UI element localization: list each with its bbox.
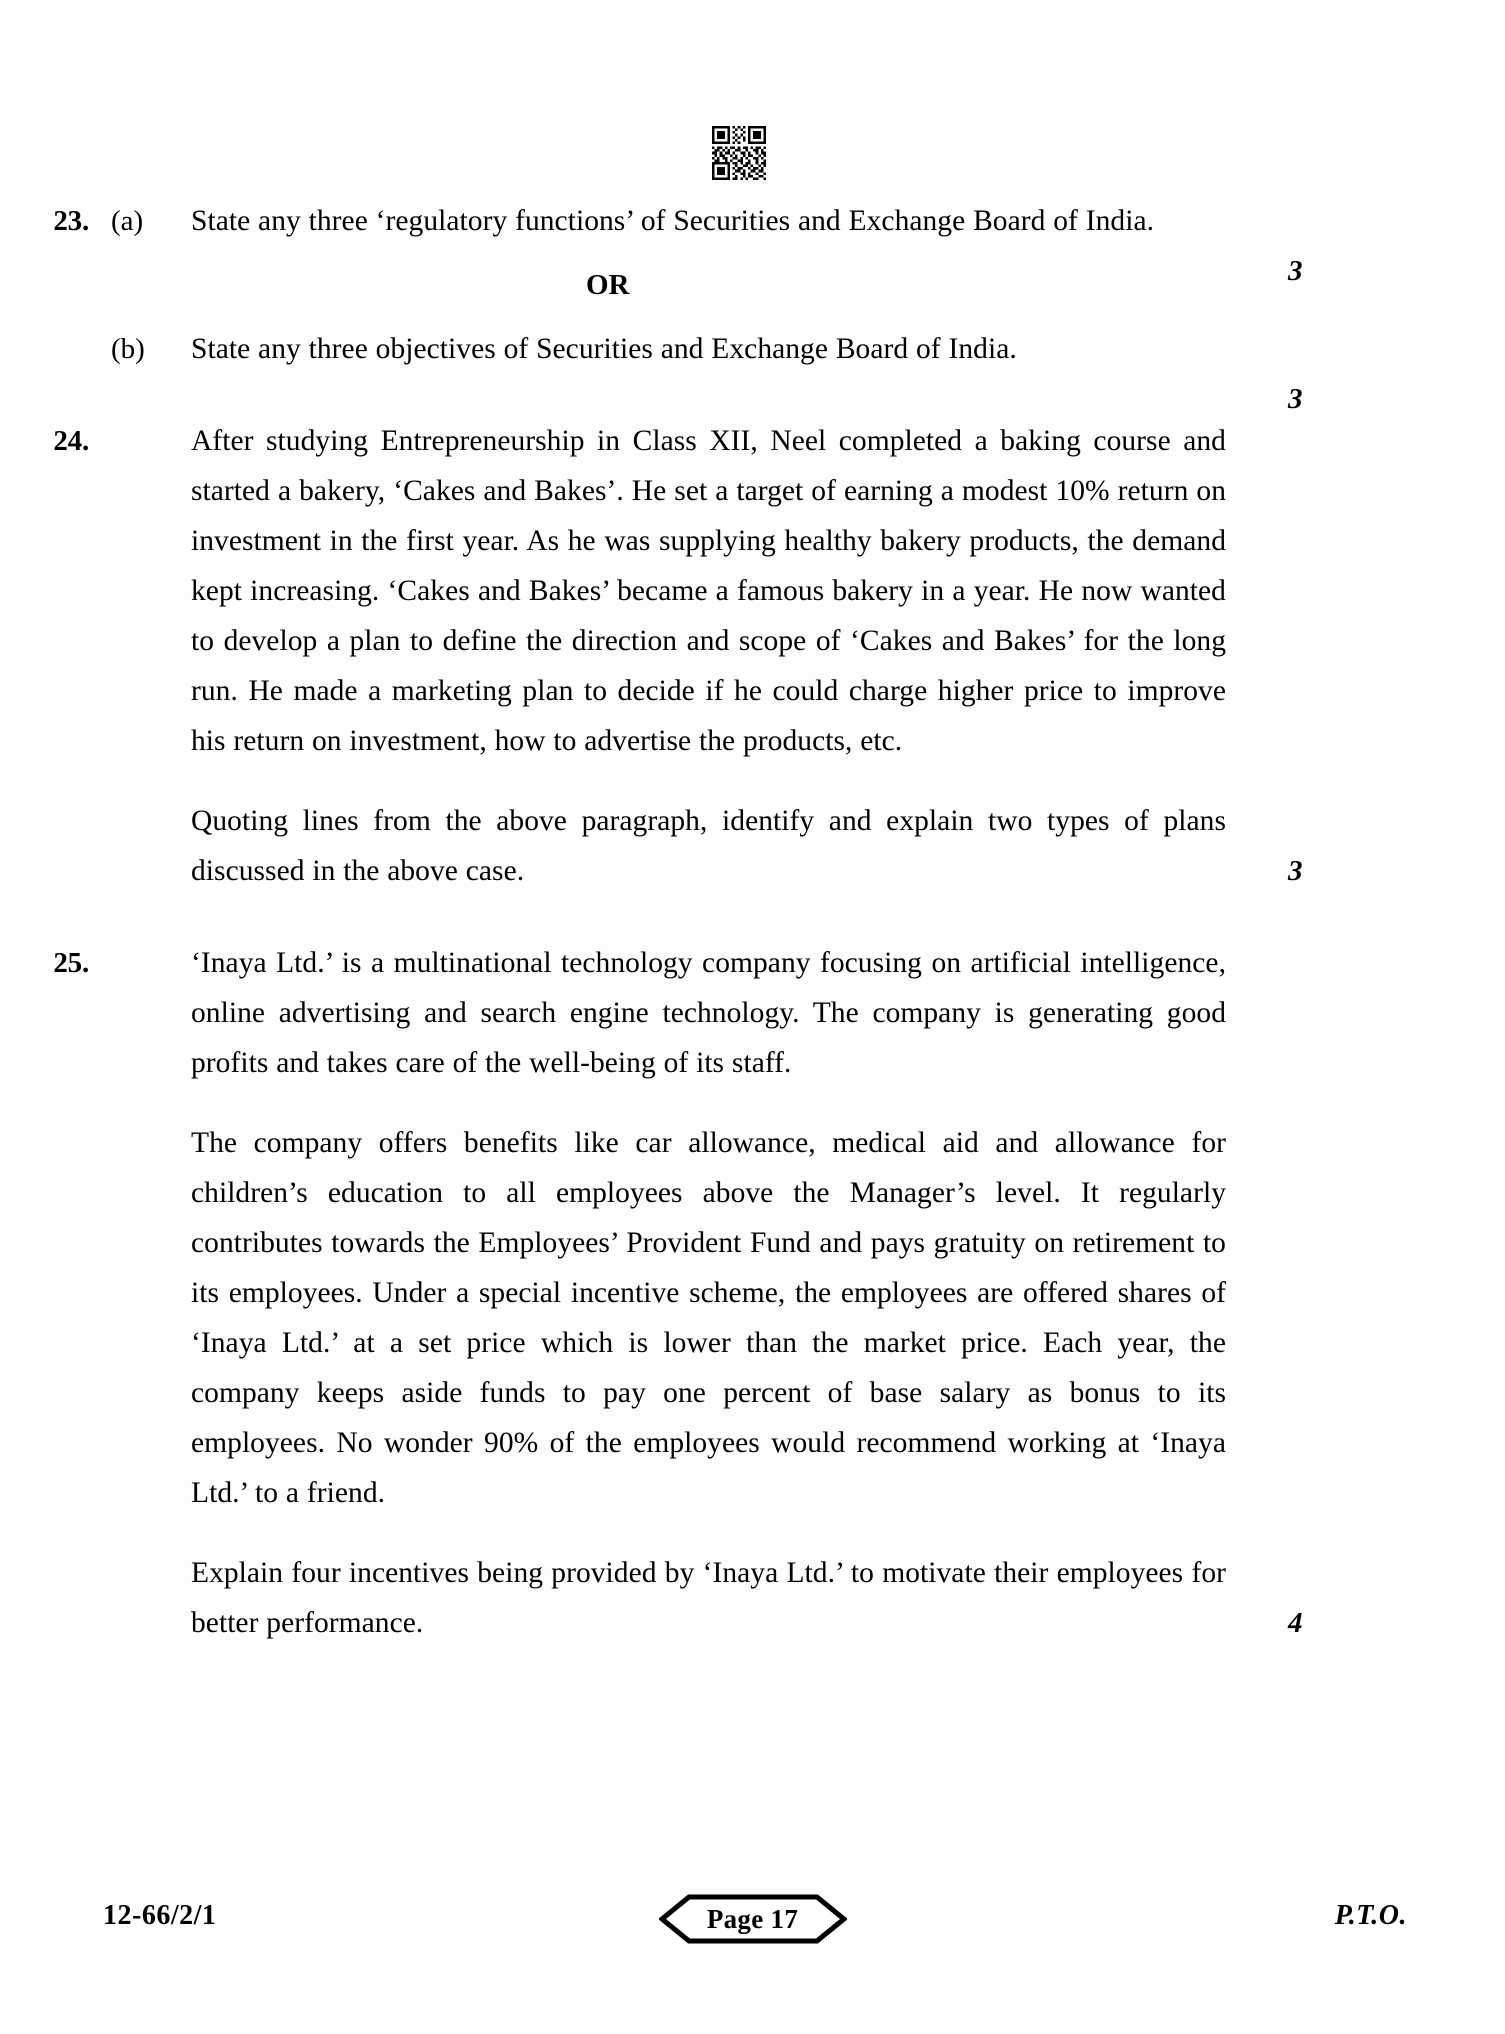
question-24-paragraph-1: After studying Entrepreneurship in Class XII, Neel completed a baking course and started a bakery, ‘Cakes and Bakes’. He set a target of earning a modest 10% return on investment in the first year. As he was supplying healthy bakery products, the demand kept increasing. ‘Cakes and Bakes’ became a famous bakery in a year. He now wanted to develop a plan to define the direction and scope of ‘Cakes and Bakes’ for the long run. He made a marketing plan to decide if he could charge higher price to improve his return on investment, how to advertise the products, etc. bbox=[191, 425, 1226, 757]
question-25-paragraph-1: ‘Inaya Ltd.’ is a multinational technology company focusing on artificial intelligence, online advertising and search engine technology. The company is generating good profits and takes care of the well-being of its staff. bbox=[191, 947, 1226, 1079]
question-part-a-body bbox=[191, 196, 1303, 287]
question-number: 23. bbox=[53, 205, 89, 237]
question-25-task bbox=[191, 1548, 1303, 1648]
question-25-body bbox=[191, 938, 1303, 1648]
question-23-part-b bbox=[0, 324, 1505, 415]
marks-23a: 3 bbox=[1288, 255, 1303, 287]
qr-code-icon bbox=[712, 126, 766, 180]
question-list bbox=[0, 196, 1505, 1648]
page-number-badge bbox=[659, 1894, 847, 1944]
spacer bbox=[191, 1088, 1226, 1118]
question-23 bbox=[0, 196, 1505, 287]
paper-code: 12-66/2/1 bbox=[103, 1900, 217, 1931]
spacer bbox=[0, 374, 1505, 416]
question-part-b-body bbox=[191, 324, 1303, 415]
spacer bbox=[0, 246, 1505, 260]
or-divider-body bbox=[191, 260, 1226, 310]
question-25-paragraph-3: Explain four incentives being provided by ‘Inaya Ltd.’ to motivate their employees for better performance. bbox=[191, 1557, 1226, 1639]
question-part-label-b: (b) bbox=[111, 333, 145, 365]
question-25-paragraph-2: The company offers benefits like car allowance, medical aid and allowance for children’s education to all employees above the Manager’s level. It regularly contributes towards the Employees’ Provident Fund and pays gratuity on retirement to its employees. Under a special incentive scheme, the employees are offered shares of ‘Inaya Ltd.’ at a set price which is lower than the market price. Each year, the company keeps aside funds to pay one percent of base salary as bonus to its employees. No wonder 90% of the employees would recommend working at ‘Inaya Ltd.’ to a friend. bbox=[191, 1127, 1226, 1509]
question-number: 24. bbox=[53, 425, 89, 457]
or-label: OR bbox=[586, 269, 630, 301]
spacer bbox=[0, 310, 1505, 324]
marks-24: 3 bbox=[1288, 855, 1303, 887]
question-part-b-text: State any three objectives of Securities and Exchange Board of India. bbox=[191, 333, 1017, 365]
spacer bbox=[191, 1518, 1226, 1548]
question-23-or-divider bbox=[0, 260, 1505, 310]
marks-23b: 3 bbox=[1288, 383, 1303, 415]
page-footer bbox=[0, 1894, 1505, 1950]
question-number: 25. bbox=[53, 947, 89, 979]
spacer bbox=[191, 766, 1226, 796]
question-part-label-a: (a) bbox=[111, 205, 144, 237]
spacer bbox=[0, 896, 1505, 938]
question-25 bbox=[0, 938, 1505, 1648]
question-24 bbox=[0, 416, 1505, 896]
turn-over-note: P.T.O. bbox=[1334, 1900, 1407, 1931]
question-24-paragraph-2: Quoting lines from the above paragraph, identify and explain two types of plans discussed in the above case. bbox=[191, 805, 1226, 887]
marks-25: 4 bbox=[1288, 1607, 1303, 1639]
page-number-label: Page 17 bbox=[706, 1903, 799, 1934]
question-24-task bbox=[191, 796, 1303, 896]
question-part-a-text: State any three ‘regulatory functions’ of Securities and Exchange Board of India. bbox=[191, 205, 1155, 237]
question-24-body bbox=[191, 416, 1303, 896]
